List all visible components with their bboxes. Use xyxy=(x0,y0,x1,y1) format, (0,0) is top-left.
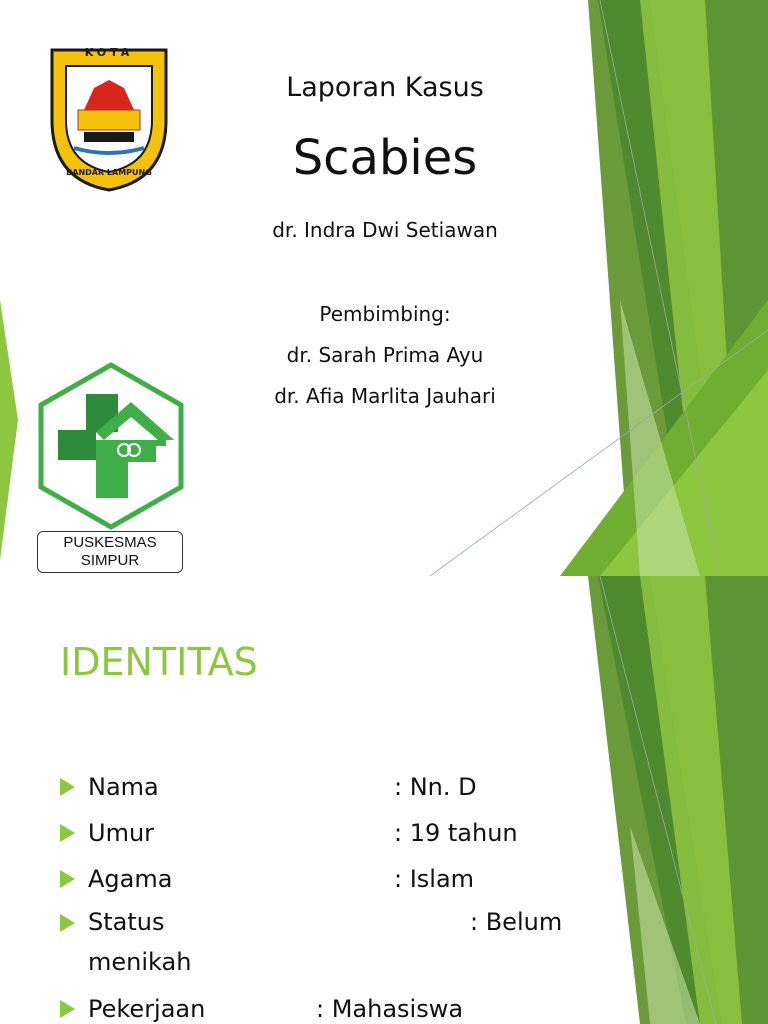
slide-title: Scabies xyxy=(292,130,478,186)
item-value: : Islam xyxy=(394,865,475,893)
logo-bottom-text: BANDAR LAMPUNG xyxy=(66,168,152,177)
bullet-arrow-icon xyxy=(60,1000,75,1018)
item-value: : 19 tahun xyxy=(394,819,518,847)
item-label: Nama xyxy=(88,773,159,801)
list-item xyxy=(60,856,600,902)
item-label: Pekerjaan xyxy=(88,995,206,1023)
item-label: Agama xyxy=(88,865,173,893)
supervisor-name: dr. Afia Marlita Jauhari xyxy=(274,384,496,408)
bullet-arrow-icon xyxy=(60,914,75,932)
puskesmas-label xyxy=(37,531,183,573)
item-value: : Nn. D xyxy=(394,773,477,801)
section-heading: IDENTITAS xyxy=(60,640,258,684)
logo-top-text: KOTA xyxy=(84,46,134,59)
supervisor-label: Pembimbing: xyxy=(319,302,451,326)
kota-bandar-lampung-logo xyxy=(44,40,174,192)
bullet-arrow-icon xyxy=(60,870,75,888)
list-item xyxy=(60,986,600,1024)
author-name: dr. Indra Dwi Setiawan xyxy=(272,218,498,242)
item-value: : Mahasiswa xyxy=(316,995,464,1023)
bullet-arrow-icon xyxy=(60,778,75,796)
puskesmas-logo xyxy=(36,362,186,530)
item-label: Umur xyxy=(88,819,155,847)
puskesmas-cross-house-icon xyxy=(36,362,186,530)
list-item xyxy=(60,764,600,810)
list-item xyxy=(60,902,600,986)
list-item xyxy=(60,810,600,856)
item-label: Status xyxy=(88,908,165,936)
bullet-arrow-icon xyxy=(60,824,75,842)
puskesmas-label-line1: PUSKESMAS xyxy=(63,534,157,551)
identity-list xyxy=(60,764,600,1024)
slide-subtitle: Laporan Kasus xyxy=(286,72,484,103)
item-label-continued: menikah xyxy=(88,948,192,976)
puskesmas-label-line2: SIMPUR xyxy=(80,552,140,569)
identity-slide xyxy=(0,576,768,1024)
item-value: : Belum xyxy=(470,908,563,936)
supervisor-name: dr. Sarah Prima Ayu xyxy=(286,343,484,367)
